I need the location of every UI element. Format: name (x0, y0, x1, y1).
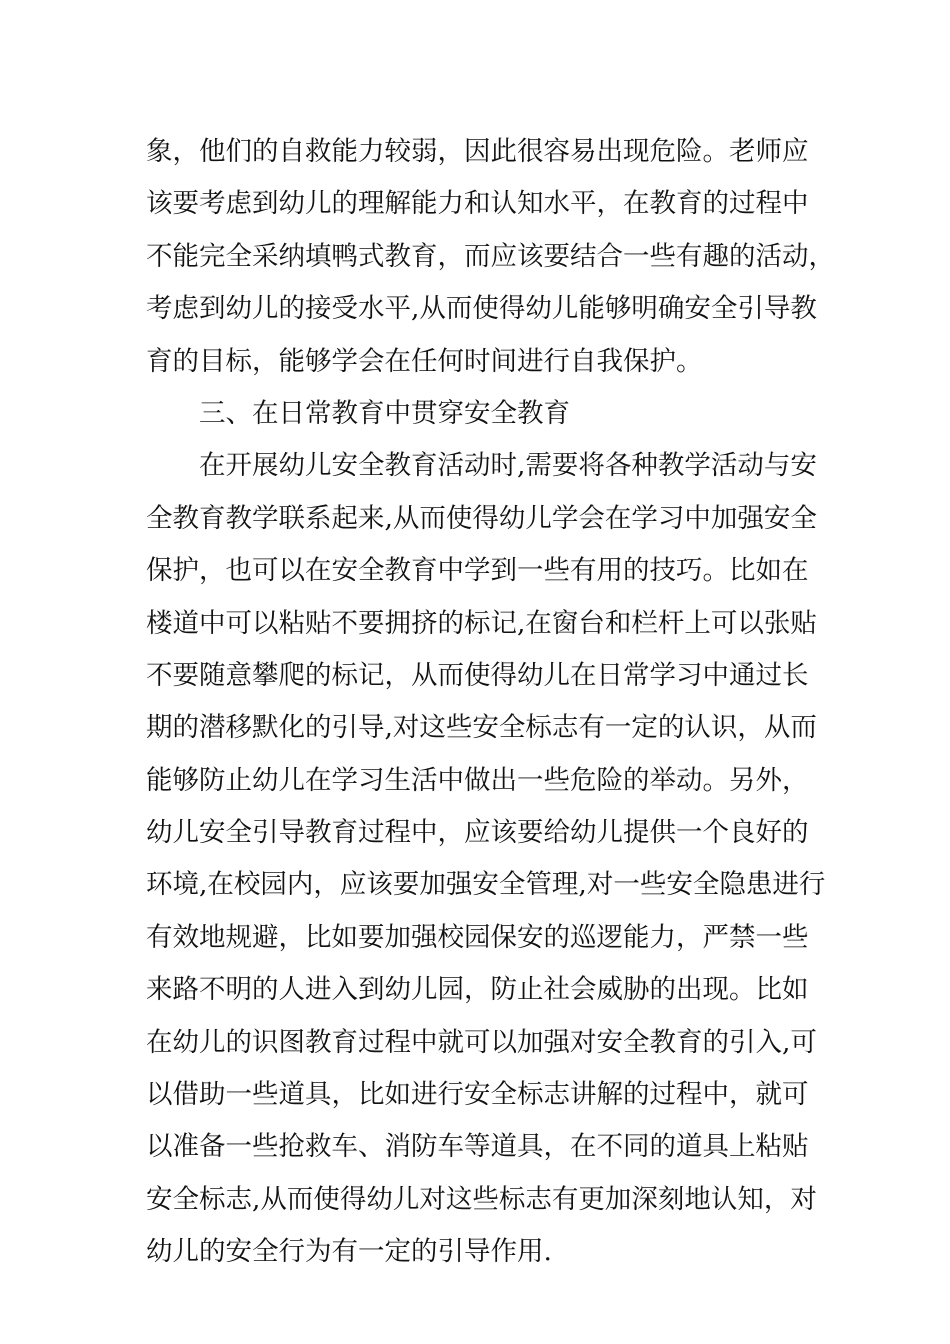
text-line: 考虑到幼儿的接受水平,从而使得幼儿能够明确安全引导教 (146, 293, 817, 325)
body-text (146, 126, 835, 1279)
text-line: 来路不明的人进入到幼儿园，防止社会威胁的出现。比如 (146, 974, 809, 1006)
text-line: 在幼儿的识图教育过程中就可以加强对安全教育的引入,可 (146, 1026, 817, 1058)
text-line: 以借助一些道具，比如进行安全标志讲解的过程中，就可 (146, 1079, 809, 1111)
text-line: 幼儿的安全行为有一定的引导作用. (146, 1236, 552, 1268)
text-line: 环境,在校园内，应该要加强安全管理,对一些安全隐患进行 (146, 869, 826, 901)
text-line: 象，他们的自救能力较弱，因此很容易出现危险。老师应 (146, 136, 809, 167)
text-line: 有效地规避，比如要加强校园保安的巡逻能力，严禁一些 (146, 921, 809, 953)
section-heading: 三、在日常教育中贯穿安全教育 (199, 397, 570, 429)
text-line: 不要随意攀爬的标记，从而使得幼儿在日常学习中通过长 (146, 659, 809, 691)
paragraph-start: 在开展幼儿安全教育活动时,需要将各种教学活动与安 (199, 450, 817, 482)
text-line: 全教育教学联系起来,从而使得幼儿学会在学习中加强安全 (146, 502, 817, 534)
text-line: 保护，也可以在安全教育中学到一些有用的技巧。比如在 (146, 555, 809, 587)
text-line: 楼道中可以粘贴不要拥挤的标记,在窗台和栏杆上可以张贴 (146, 607, 817, 639)
text-line: 能够防止幼儿在学习生活中做出一些危险的举动。另外， (146, 764, 809, 796)
text-line: 以准备一些抢救车、消防车等道具，在不同的道具上粘贴 (146, 1131, 809, 1163)
text-line: 育的目标，能够学会在任何时间进行自我保护。 (146, 345, 703, 377)
text-line: 安全标志,从而使得幼儿对这些标志有更加深刻地认知，对 (146, 1183, 817, 1215)
text-line: 幼儿安全引导教育过程中，应该要给幼儿提供一个良好的 (146, 817, 809, 849)
text-line: 不能完全采纳填鸭式教育，而应该要结合一些有趣的活动， (146, 240, 835, 272)
text-line: 期的潜移默化的引导,对这些安全标志有一定的认识，从而 (146, 712, 817, 744)
text-line: 该要考虑到幼儿的理解能力和认知水平，在教育的过程中 (146, 188, 809, 220)
